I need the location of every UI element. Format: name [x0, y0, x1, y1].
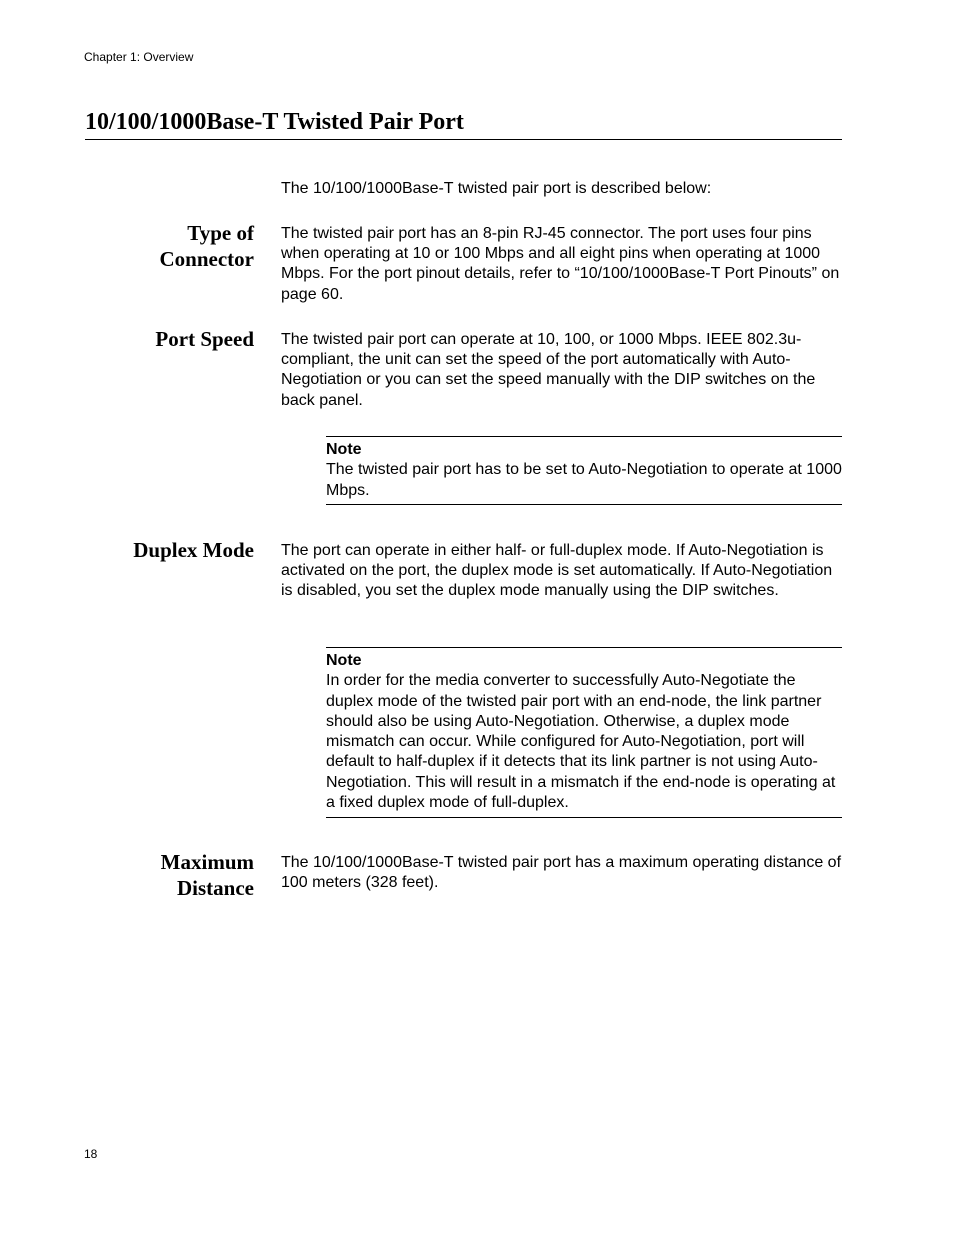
note-port-speed — [326, 436, 842, 505]
page-number: 18 — [84, 1147, 98, 1161]
page-title: 10/100/1000Base-T Twisted Pair Port — [85, 108, 842, 140]
heading-type-of-connector — [74, 220, 254, 272]
note-duplex-mode — [326, 647, 842, 818]
note-text: The twisted pair port has to be set to Auto-Negotiation to operate at 1000 Mbps. — [326, 461, 842, 499]
heading-duplex-mode: Duplex Mode — [133, 538, 254, 562]
heading-port-speed: Port Speed — [155, 327, 254, 351]
heading-line: Type of — [187, 221, 254, 245]
note-text: In order for the media converter to successfully Auto-Negotiate the duplex mode of the twisted pair port with an end-node, the link partner should also be using Auto-Negotiation. Otherwise, a duplex mode mismatch can occur. While configured for Auto-Negotiation, port will default to half-duplex if it detects that its link partner is not using Auto-Negotiation. This will result in a mismatch if the end-node is operating at a fixed duplex mode of full-duplex. — [326, 672, 836, 812]
maximum-distance-paragraph: The 10/100/1000Base-T twisted pair port has a maximum operating distance of 100 meters (328 feet). — [281, 854, 842, 892]
heading-maximum-distance — [74, 849, 254, 901]
heading-line: Distance — [177, 876, 254, 900]
connector-paragraph: The twisted pair port has an 8-pin RJ-45 connector. The port uses four pins when operating at 10 or 100 Mbps and all eight pins when operating at 1000 Mbps. For the port pinout details, refer to “10/100/1000Base-T Port Pinouts” on page 60. — [281, 225, 840, 303]
note-label: Note — [326, 652, 362, 669]
running-head: Chapter 1: Overview — [84, 50, 194, 64]
heading-line: Connector — [159, 247, 254, 271]
intro-paragraph: The 10/100/1000Base-T twisted pair port is described below: — [281, 180, 712, 197]
port-speed-paragraph: The twisted pair port can operate at 10, 100, or 1000 Mbps. IEEE 802.3u-compliant, the unit can set the speed of the port automatically with Auto-Negotiation or you can set the speed manually with the DIP switches on the back panel. — [281, 331, 816, 409]
duplex-mode-paragraph: The port can operate in either half- or full-duplex mode. If Auto-Negotiation is activated on the port, the duplex mode is set automatically. If Auto-Negotiation is disabled, you set the duplex mode manually using the DIP switches. — [281, 542, 833, 600]
heading-line: Maximum — [160, 850, 254, 874]
note-label: Note — [326, 441, 362, 458]
